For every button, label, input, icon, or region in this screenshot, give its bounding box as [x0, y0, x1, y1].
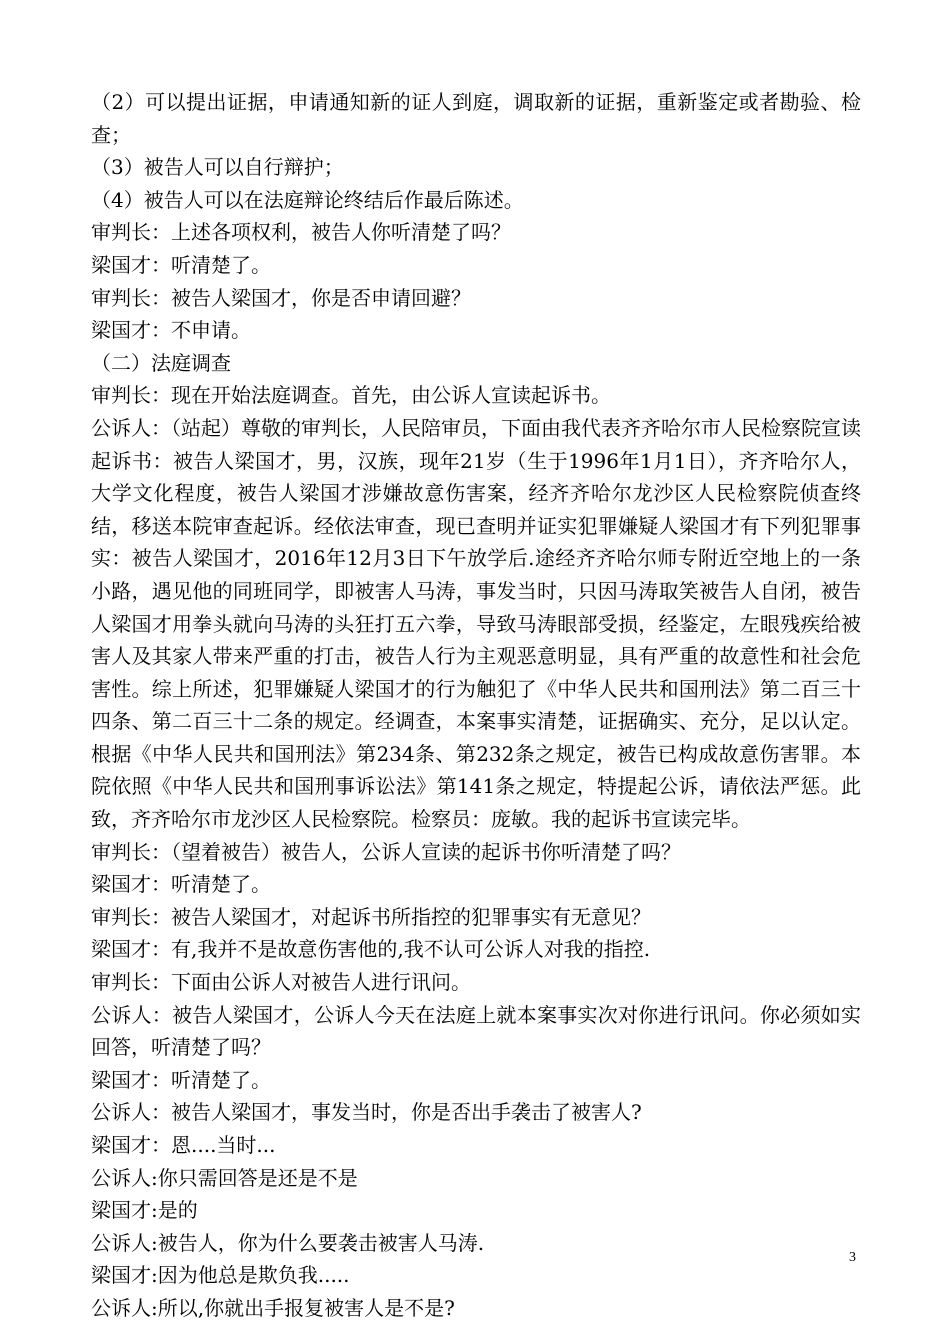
- dialogue-line: 审判长：被告人梁国才，对起诉书所指控的犯罪事实有无意见？: [91, 904, 651, 929]
- dialogue-line: 审判长：被告人梁国才，你是否申请回避？: [91, 285, 471, 310]
- dialogue-line: 梁国才:因为他总是欺负我.....: [91, 1263, 350, 1288]
- dialogue-line: 审判长：现在开始法庭调查。首先，由公诉人宣读起诉书。: [91, 383, 611, 408]
- dialogue-line: 梁国才：不申请。: [91, 318, 251, 343]
- dialogue-line: 公诉人:被告人，你为什么要袭击被害人马涛.: [91, 1230, 485, 1255]
- dialogue-line: 梁国才：听清楚了。: [91, 872, 271, 897]
- dialogue-line: 公诉人：被告人梁国才，公诉人今天在法庭上就本案事实次对你进行讯问。你必须如实回答，听清楚了吗？: [91, 1002, 861, 1060]
- dialogue-line: 审判长：（望着被告）被告人，公诉人宣读的起诉书你听清楚了吗？: [91, 839, 681, 864]
- dialogue-line: 梁国才：听清楚了。: [91, 252, 271, 277]
- paragraph-rights-4: （4）被告人可以在法庭辩论终结后作最后陈述。: [91, 187, 524, 212]
- dialogue-line: 梁国才：恩....当时...: [91, 1133, 276, 1157]
- section-heading: （二）法庭调查: [91, 350, 231, 375]
- dialogue-line: 梁国才:是的: [91, 1198, 198, 1223]
- document-body: [91, 86, 861, 1325]
- indictment-paragraph: 公诉人：（站起）尊敬的审判长，人民陪审员，下面由我代表齐齐哈尔市人民检察院宣读起诉书：被告人梁国才，男，汉族，现年21岁（生于1996年1月1日），齐齐哈尔人，大学文化程度，被告人梁国才涉嫌故意伤害案，经齐齐哈尔龙沙区人民检察院侦查终结，移送本院审查起诉。经依法审查，现已查明并证实犯罪嫌疑人梁国才有下列犯罪事实：被告人梁国才，2016年12月3日下午放学后.途经齐齐哈尔师专附近空地上的一条小路，遇见他的同班同学，即被害人马涛，事发当时，只因马涛取笑被告人自闭，被告人梁国才用拳头就向马涛的头狂打五六拳，导致马涛眼部受损，经鉴定，左眼残疾给被害人及其家人带来严重的打击，被告人行为主观恶意明显，具有严重的故意性和社会危害性。综上所述，犯罪嫌疑人梁国才的行为触犯了《中华人民共和国刑法》第二百三十四条、第二百三十二条的规定。经调查，本案事实清楚，证据确实、充分，足以认定。根据《中华人民共和国刑法》第234条、第232条之规定，被告已构成故意伤害罪。本院依照《中华人民共和国刑事诉讼法》第141条之规定，特提起公诉，请依法严惩。此致，齐齐哈尔市龙沙区人民检察院。检察员：庞敏。我的起诉书宣读完毕。: [91, 415, 861, 832]
- dialogue-line: 梁国才：有,我并不是故意伤害他的,我不认可公诉人对我的指控.: [91, 937, 651, 962]
- page-number: 3: [849, 1250, 856, 1265]
- dialogue-line: 审判长：下面由公诉人对被告人进行讯问。: [91, 970, 471, 995]
- dialogue-line: 公诉人:你只需回答是还是不是: [91, 1165, 358, 1190]
- dialogue-line: 公诉人：被告人梁国才，事发当时，你是否出手袭击了被害人?: [91, 1100, 642, 1125]
- dialogue-line: 梁国才：听清楚了。: [91, 1067, 271, 1092]
- paragraph-rights-2: （2）可以提出证据，申请通知新的证人到庭，调取新的证据，重新鉴定或者勘验、检查；: [91, 90, 861, 147]
- dialogue-line: 公诉人:所以,你就出手报复被害人是不是?: [91, 1295, 455, 1320]
- dialogue-line: 审判长：上述各项权利，被告人你听清楚了吗？: [91, 220, 511, 245]
- paragraph-rights-3: （3）被告人可以自行辩护；: [91, 155, 344, 180]
